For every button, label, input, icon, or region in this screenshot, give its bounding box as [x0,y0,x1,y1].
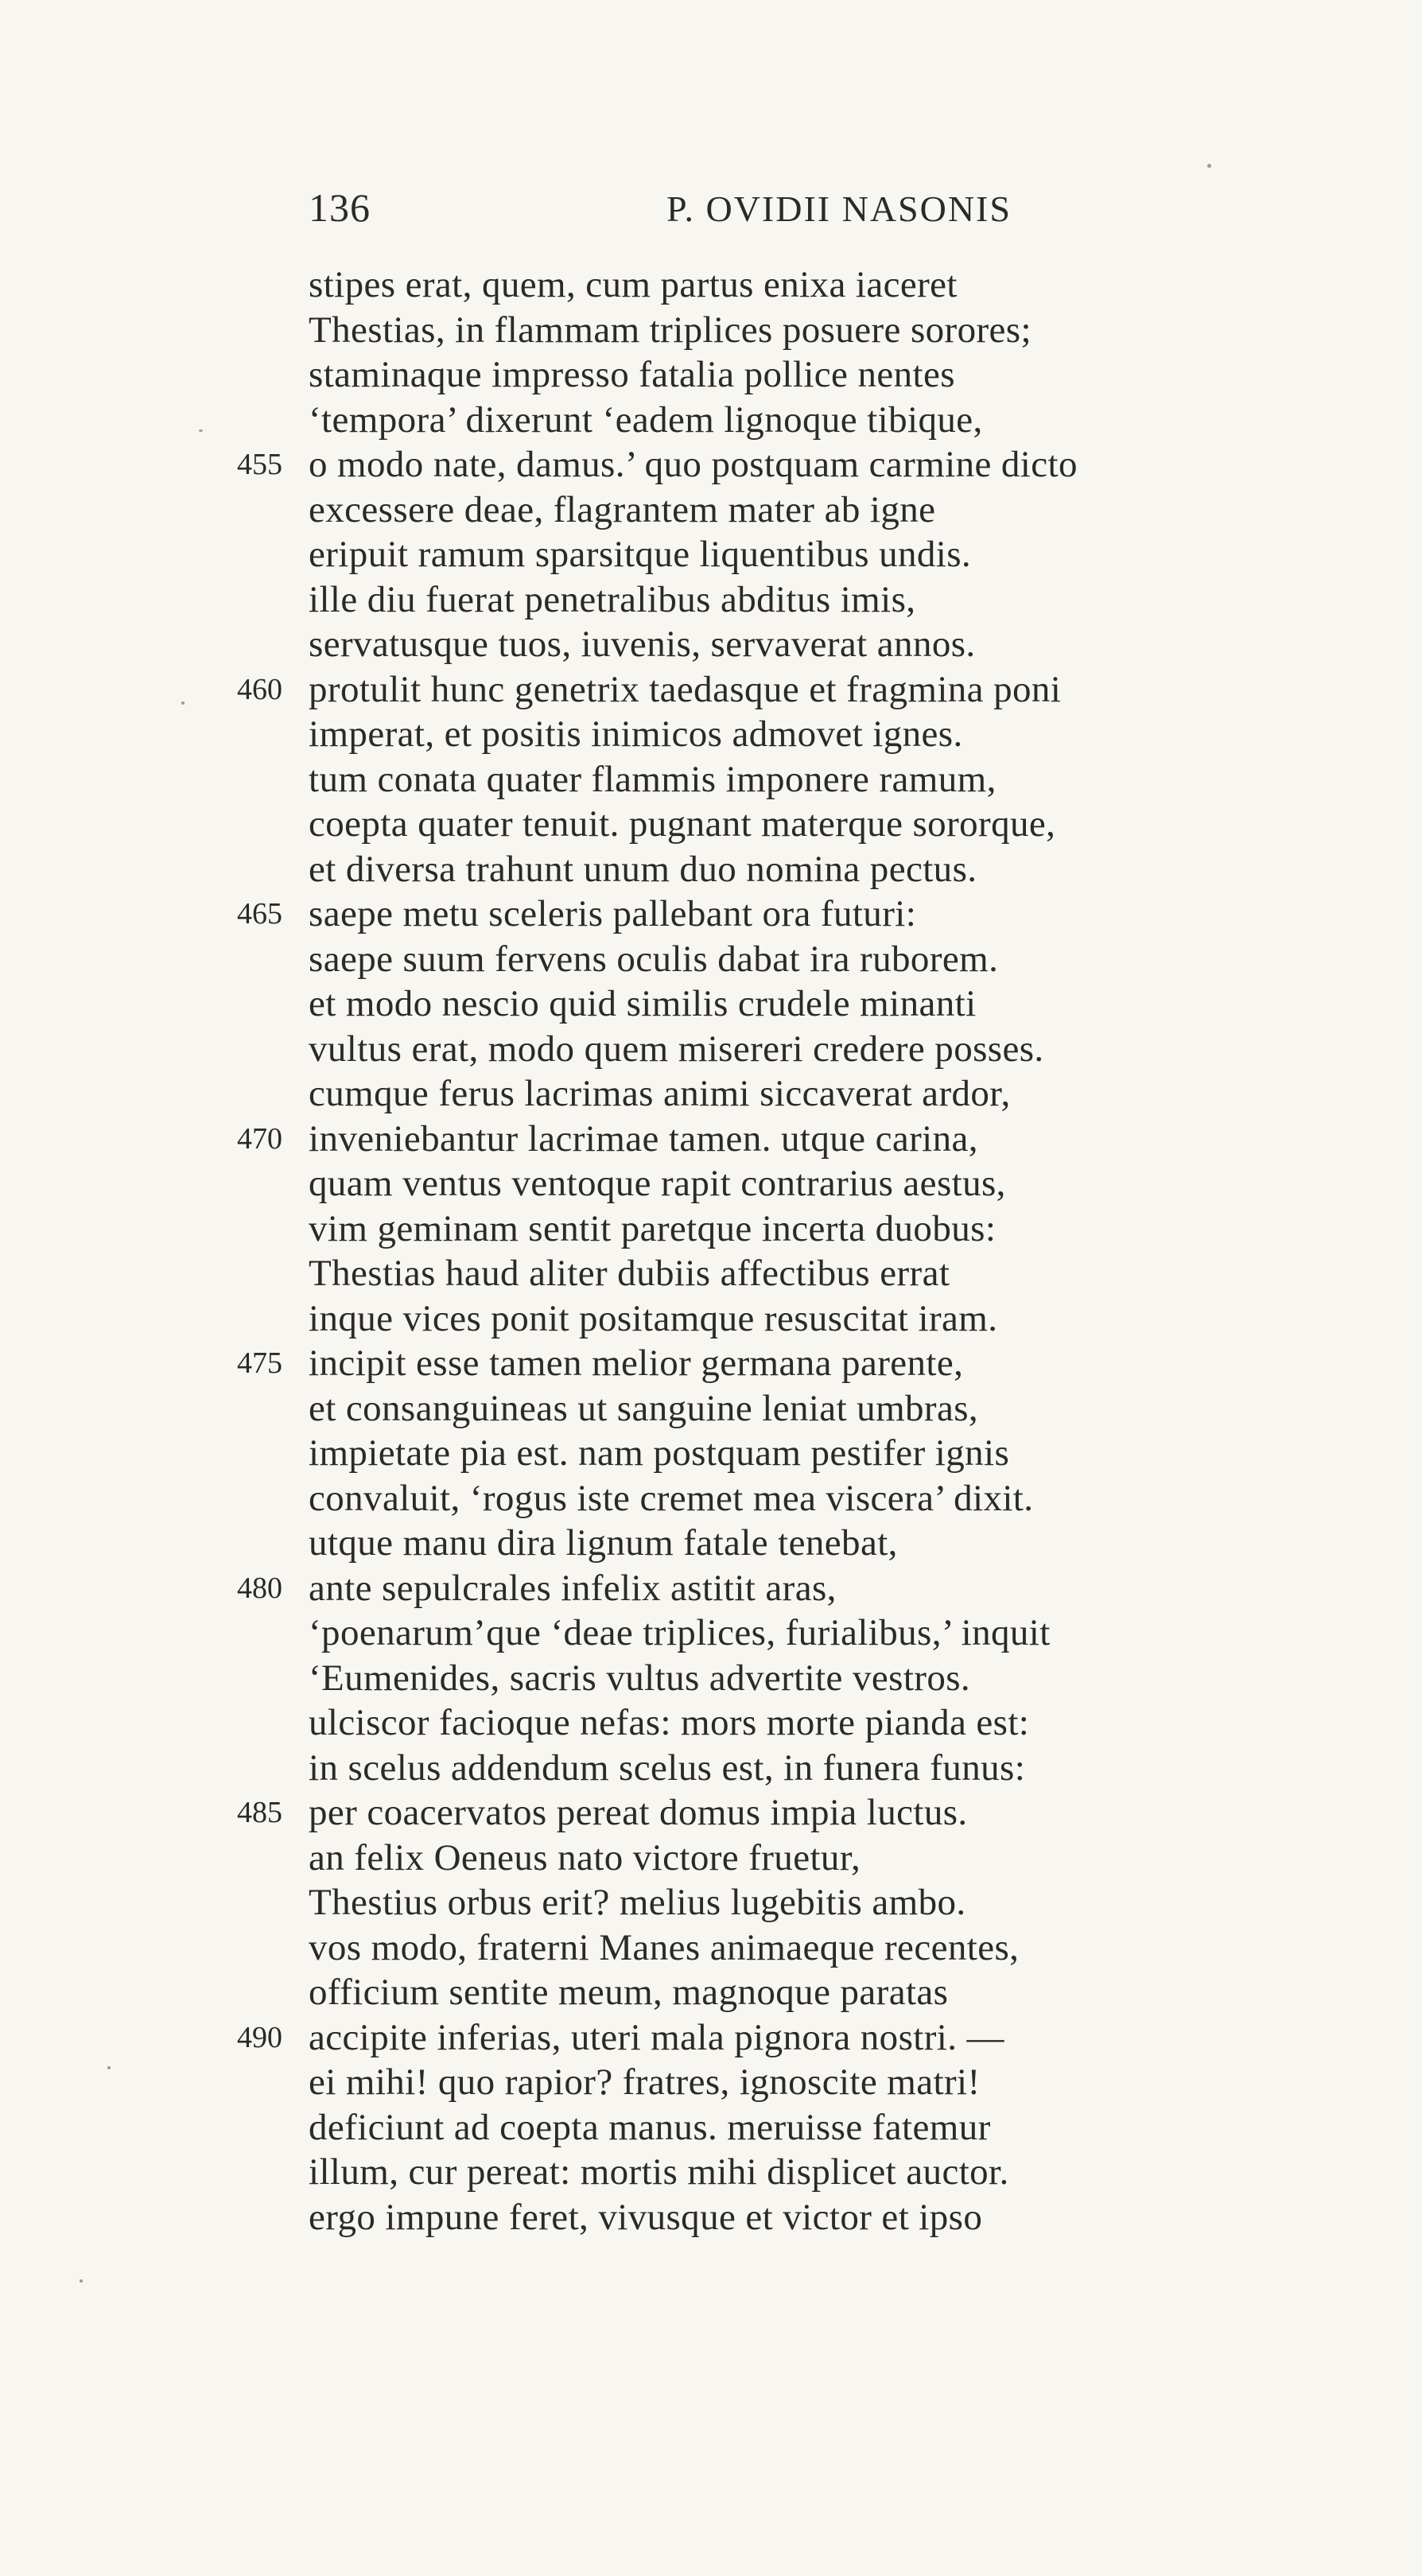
verse-line [0,1836,1422,1881]
verse-text: illum, cur pereat: mortis mihi displicet auctor. [309,2151,1009,2193]
verse-text: deficiunt ad coepta manus. meruisse fatemur [309,2106,991,2148]
verse-text: saepe metu sceleris pallebant ora futuri: [309,893,917,934]
verse-line [0,488,1422,533]
verse-text: Thestias, in flammam triplices posuere sorores; [309,309,1032,351]
verse-line [0,308,1422,353]
paper-speck [1207,164,1211,168]
running-title: P. OVIDII NASONIS [666,188,1012,229]
verse-line [0,1386,1422,1432]
verse-text: ulciscor facioque nefas: mors morte pianda est: [309,1702,1030,1743]
verse-line [0,1431,1422,1476]
paper-speck [107,2066,111,2069]
verse-text: ille diu fuerat penetralibus abditus imis, [309,578,916,620]
verse-line [0,667,1422,713]
line-number: 490 [237,2020,282,2054]
verse-text: vos modo, fraterni Manes animaeque recentes, [309,1926,1020,1968]
verse-text: o modo nate, damus.’ quo postquam carmine dicto [309,444,1078,485]
verse-text: incipit esse tamen melior germana parente, [309,1342,964,1384]
verse-text: staminaque impresso fatalia pollice nentes [309,354,955,395]
line-number: 475 [237,1346,282,1380]
verse-text: servatusque tuos, iuvenis, servaverat annos. [309,624,976,665]
verse-line [0,442,1422,488]
verse-line [0,802,1422,847]
verse-text: per coacervatos pereat domus impia luctus. [309,1792,968,1833]
verse-line [0,1925,1422,1971]
verse-line [0,398,1422,443]
verse-text: utque manu dira lignum fatale tenebat, [309,1522,898,1564]
verse-text: et modo nescio quid similis crudele minanti [309,983,977,1024]
verse-text: an felix Oeneus nato victore fruetur, [309,1836,861,1879]
verse-line [0,532,1422,577]
verse-line [0,1700,1422,1746]
verse-line [0,892,1422,937]
line-number: 465 [237,897,282,931]
verse-text: Thestius orbus erit? melius lugebitis ambo. [309,1882,966,1923]
verse-text: convaluit, ‘rogus iste cremet mea viscera’ dixit. [309,1477,1034,1519]
verse-text: eripuit ramum sparsitque liquentibus undis. [309,534,972,575]
verse-text: cumque ferus lacrimas animi siccaverat ardor, [309,1073,1011,1114]
verse-line [0,1790,1422,1836]
verse-line [0,1071,1422,1117]
verse-text: impietate pia est. nam postquam pestifer ignis [309,1432,1010,1474]
verse-text: ‘tempora’ dixerunt ‘eadem lignoque tibique, [309,398,983,441]
verse-text: vultus erat, modo quem misereri credere posses. [309,1028,1044,1070]
paper-speck [199,429,203,432]
verse-text: imperat, et positis inimicos admovet ignes. [309,713,963,755]
verse-text: saepe suum fervens oculis dabat ira ruborem. [309,938,999,980]
verse-line [0,2105,1422,2151]
verse-line [0,981,1422,1027]
verse-text: officium sentite meum, magnoque paratas [309,1972,949,2013]
verse-text: in scelus addendum scelus est, in funera funus: [309,1746,1026,1789]
verse-line [0,577,1422,623]
verse-text: vim geminam sentit paretque incerta duobus: [309,1207,997,1249]
verse-line [0,352,1422,398]
verse-text: excessere deae, flagrantem mater ab igne [309,488,936,530]
verse-line [0,1970,1422,2015]
verse-text: tum conata quater flammis imponere ramum, [309,758,997,800]
verse-line [0,2015,1422,2061]
line-number: 480 [237,1571,282,1605]
verse-line [0,1566,1422,1611]
verse-line [0,937,1422,982]
line-number: 485 [237,1796,282,1829]
verse-line [0,712,1422,757]
verse-line [0,262,1422,308]
verse-text: quam ventus ventoque rapit contrarius aestus, [309,1163,1006,1204]
paper-speck [80,2279,83,2283]
verse-line [0,847,1422,892]
verse-line [0,1206,1422,1252]
page-header [309,185,1064,240]
verse-line [0,1251,1422,1296]
verse-line [0,1296,1422,1342]
verse-text: coepta quater tenuit. pugnant materque sororque, [309,803,1056,845]
verse-text: protulit hunc genetrix taedasque et fragmina poni [309,668,1062,710]
verse-text: ante sepulcrales infelix astitit aras, [309,1567,837,1609]
verse-line [0,1341,1422,1386]
verse-text: ‘poenarum’que ‘deae triplices, furialibus,’ inquit [309,1612,1051,1653]
verse-line [0,1656,1422,1701]
verse-line [0,1476,1422,1521]
verse-line [0,757,1422,802]
verse-text: et consanguineas ut sanguine leniat umbras, [309,1387,979,1429]
paper-speck [181,701,185,705]
verse-text: Thestias haud aliter dubiis affectibus errat [309,1253,950,1294]
line-number: 455 [237,448,282,481]
verse-text: et diversa trahunt unum duo nomina pectus. [309,848,977,890]
verse-line [0,2150,1422,2195]
poem-text [0,262,1422,2240]
verse-text: ‘Eumenides, sacris vultus advertite vestros. [309,1657,971,1699]
verse-line [0,1880,1422,1925]
verse-line [0,1027,1422,1072]
verse-text: ergo impune feret, vivusque et victor et ipso [309,2196,983,2238]
page-number: 136 [309,185,371,230]
verse-line [0,1521,1422,1566]
line-number: 470 [237,1121,282,1156]
verse-line [0,2195,1422,2240]
verse-line [0,1746,1422,1791]
verse-line [0,1117,1422,1162]
verse-text: inveniebantur lacrimae tamen. utque carina, [309,1117,978,1160]
verse-text: ei mihi! quo rapior? fratres, ignoscite matri! [309,2061,981,2103]
verse-line [0,1161,1422,1206]
line-number: 460 [237,672,282,706]
verse-text: accipite inferias, uteri mala pignora nostri. — [309,2016,1004,2058]
verse-text: stipes erat, quem, cum partus enixa iaceret [309,264,958,305]
verse-line [0,622,1422,667]
verse-text: inque vices ponit positamque resuscitat iram. [309,1297,998,1339]
verse-line [0,2060,1422,2105]
verse-line [0,1610,1422,1656]
